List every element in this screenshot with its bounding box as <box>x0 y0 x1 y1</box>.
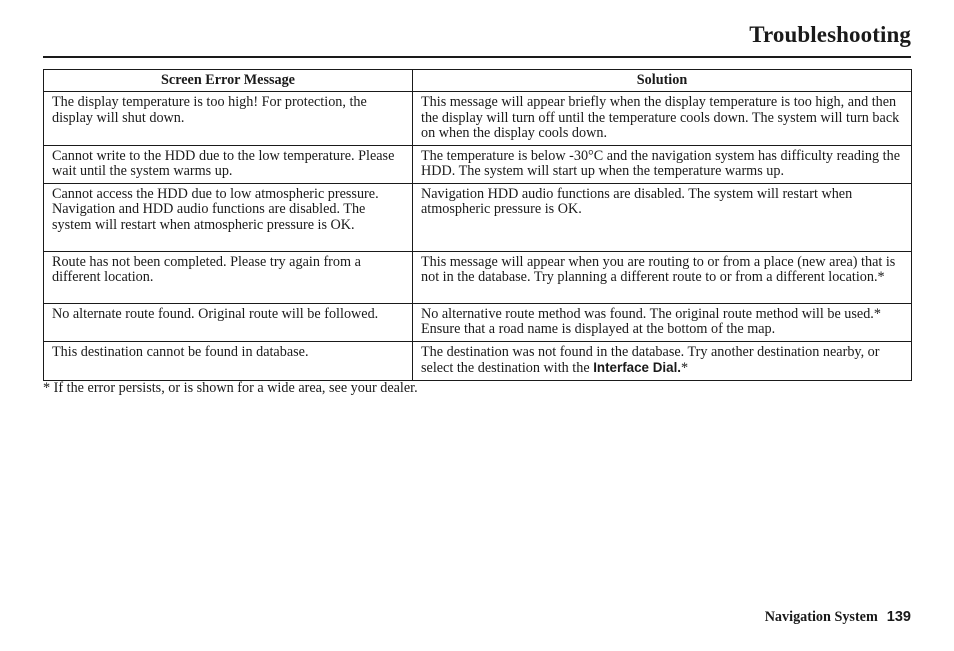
error-message-cell: This destination cannot be found in database. <box>44 341 413 380</box>
table-row <box>44 145 912 183</box>
interface-dial-label: Interface Dial. <box>593 360 682 375</box>
footnote-marker: * <box>681 360 689 376</box>
solution-cell: Navigation HDD audio functions are disabled. The system will restart when atmospheric pressure is OK. <box>413 183 912 251</box>
page-number: 139 <box>886 609 911 625</box>
page-title: Troubleshooting <box>749 22 911 47</box>
table-header-row <box>44 70 912 92</box>
footnote: * If the error persists, or is shown for a wide area, see your dealer. <box>43 380 418 396</box>
solution-cell: The temperature is below -30°C and the navigation system has difficulty reading the HDD. The system will start up when the temperature warms up. <box>413 145 912 183</box>
page-footer <box>765 609 911 626</box>
error-message-table <box>43 69 912 381</box>
error-message-cell: Cannot write to the HDD due to the low temperature. Please wait until the system warms up. <box>44 145 413 183</box>
error-message-cell: Cannot access the HDD due to low atmospheric pressure. Navigation and HDD audio functions are disabled. The system will restart when atmospheric pressure is OK. <box>44 183 413 251</box>
table-row <box>44 303 912 341</box>
error-message-cell: No alternate route found. Original route will be followed. <box>44 303 413 341</box>
solution-cell: This message will appear when you are routing to or from a place (new area) that is not in the database. Try planning a different route to or from a different location.* <box>413 251 912 303</box>
solution-cell: No alternative route method was found. The original route method will be used.* Ensure that a road name is displayed at the bottom of the map. <box>413 303 912 341</box>
table-row <box>44 183 912 251</box>
title-divider <box>43 56 911 58</box>
table-row <box>44 92 912 146</box>
column-header-solution: Solution <box>413 70 912 92</box>
table-row <box>44 341 912 380</box>
solution-cell: This message will appear briefly when the display temperature is too high, and then the display will turn off until the temperature cools down. The system will turn back on when the display cools down. <box>413 92 912 146</box>
error-message-cell: Route has not been completed. Please try again from a different location. <box>44 251 413 303</box>
column-header-message: Screen Error Message <box>44 70 413 92</box>
footer-section-name: Navigation System <box>764 609 878 625</box>
solution-cell <box>413 341 912 380</box>
table-row <box>44 251 912 303</box>
error-message-cell: The display temperature is too high! For protection, the display will shut down. <box>44 92 413 146</box>
solution-text: The destination was not found in the database. Try another destination nearby, or select the destination with the <box>421 343 880 376</box>
